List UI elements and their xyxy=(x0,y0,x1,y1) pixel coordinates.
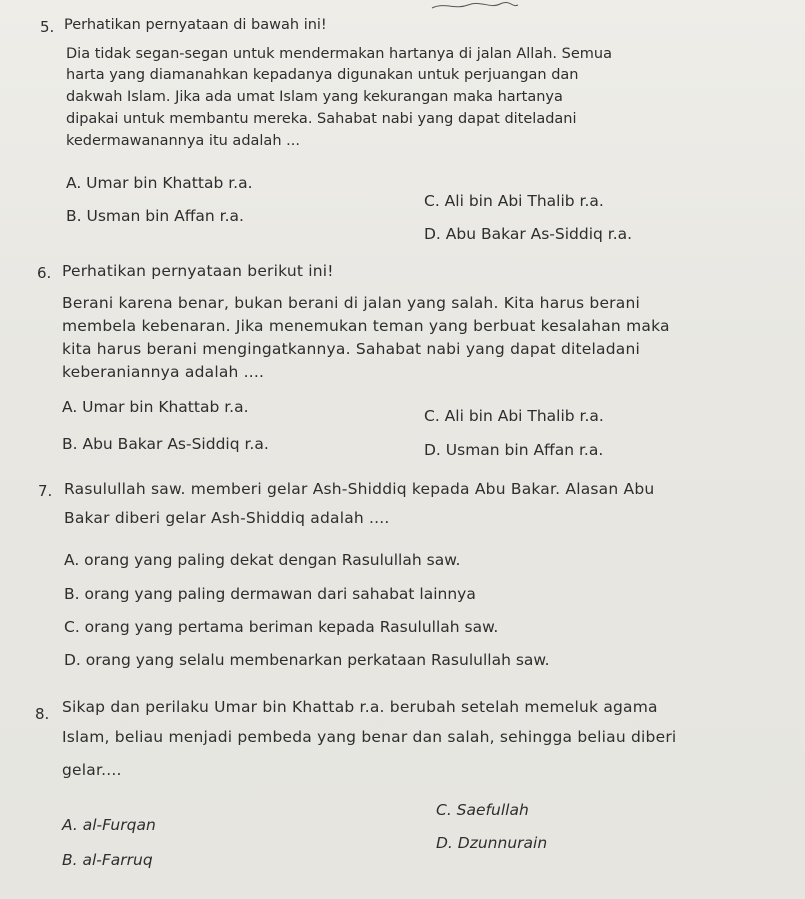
question-line: Bakar diberi gelar Ash-Shiddiq adalah .... xyxy=(64,509,390,527)
question-intro: Perhatikan pernyataan di bawah ini! xyxy=(64,17,327,33)
question-intro: Perhatikan pernyataan berikut ini! xyxy=(62,262,334,280)
question-line: Rasulullah saw. memberi gelar Ash-Shiddiq kepada Abu Bakar. Alasan Abu xyxy=(64,480,655,498)
question-line: kita harus berani mengingatkannya. Sahabat nabi yang dapat diteladani xyxy=(62,340,640,358)
option-c[interactable]: C. Saefullah xyxy=(436,801,529,819)
question-line: membela kebenaran. Jika menemukan teman yang berbuat kesalahan maka xyxy=(62,317,670,335)
option-d[interactable]: D. Dzunnurain xyxy=(436,834,548,852)
option-a[interactable]: A. orang yang paling dekat dengan Rasulullah saw. xyxy=(64,551,461,569)
question-number: 8. xyxy=(35,705,50,723)
question-line: Dia tidak segan-segan untuk mendermakan hartanya di jalan Allah. Semua xyxy=(66,46,612,62)
question-number: 7. xyxy=(38,482,53,500)
option-b[interactable]: B. orang yang paling dermawan dari sahabat lainnya xyxy=(64,585,476,603)
option-c[interactable]: C. orang yang pertama beriman kepada Rasulullah saw. xyxy=(64,618,499,636)
question-line: dipakai untuk membantu mereka. Sahabat nabi yang dapat diteladani xyxy=(66,111,577,127)
option-b[interactable]: B. Abu Bakar As-Siddiq r.a. xyxy=(62,435,269,453)
question-number: 5. xyxy=(40,18,55,36)
question-line: Berani karena benar, bukan berani di jalan yang salah. Kita harus berani xyxy=(62,294,640,312)
pen-scribble xyxy=(430,0,520,12)
question-line: gelar.... xyxy=(62,761,122,779)
option-d[interactable]: D. Usman bin Affan r.a. xyxy=(424,441,604,459)
question-line: harta yang diamanahkan kepadanya digunakan untuk perjuangan dan xyxy=(66,67,579,83)
option-a[interactable]: A. Umar bin Khattab r.a. xyxy=(66,174,253,192)
option-b[interactable]: B. al-Farruq xyxy=(62,851,153,869)
option-a[interactable]: A. al-Furqan xyxy=(62,816,156,834)
question-line: kedermawanannya itu adalah ... xyxy=(66,133,300,149)
question-line: Sikap dan perilaku Umar bin Khattab r.a. berubah setelah memeluk agama xyxy=(62,698,658,716)
option-c[interactable]: C. Ali bin Abi Thalib r.a. xyxy=(424,192,604,210)
question-number: 6. xyxy=(37,264,52,282)
option-c[interactable]: C. Ali bin Abi Thalib r.a. xyxy=(424,407,604,425)
question-line: dakwah Islam. Jika ada umat Islam yang kekurangan maka hartanya xyxy=(66,89,563,105)
option-d[interactable]: D. Abu Bakar As-Siddiq r.a. xyxy=(424,225,633,243)
question-line: Islam, beliau menjadi pembeda yang benar dan salah, sehingga beliau diberi xyxy=(62,728,677,746)
question-line: keberaniannya adalah .... xyxy=(62,363,265,381)
option-a[interactable]: A. Umar bin Khattab r.a. xyxy=(62,398,249,416)
option-b[interactable]: B. Usman bin Affan r.a. xyxy=(66,207,244,225)
option-d[interactable]: D. orang yang selalu membenarkan perkataan Rasulullah saw. xyxy=(64,651,550,669)
